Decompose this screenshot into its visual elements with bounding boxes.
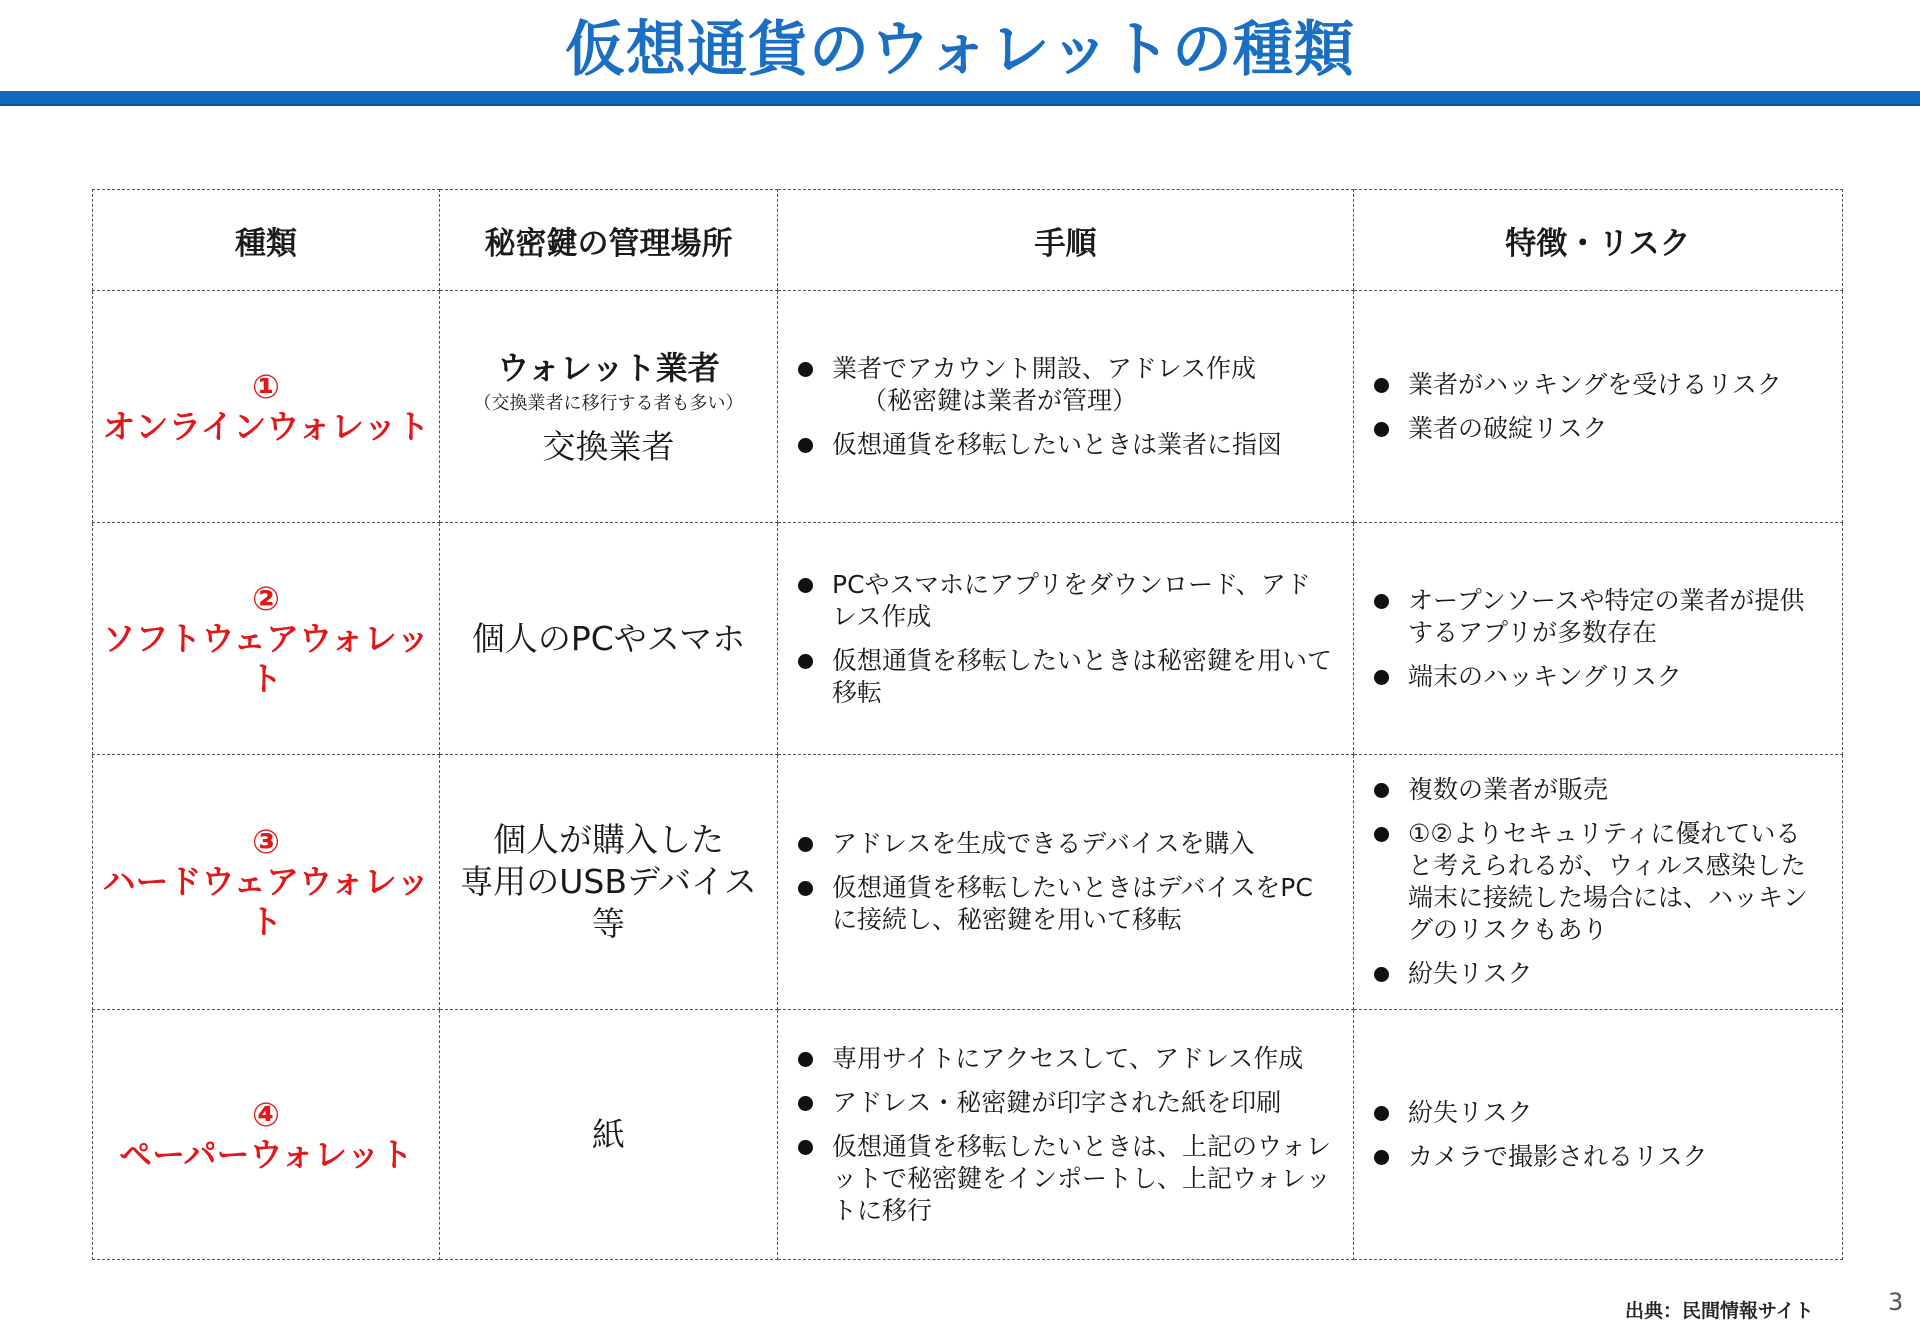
table-row-hardware-wallet <box>93 755 1843 1010</box>
header-kind: 種類 <box>93 190 440 291</box>
list-item: 業者でアカウント開設、アドレス作成 （秘密鍵は業者が管理） <box>798 353 1335 417</box>
source-credit: 出典：民間情報サイト <box>1625 1300 1814 1322</box>
list-item: 仮想通貨を移転したいときは秘密鍵を用いて移転 <box>798 645 1335 709</box>
list-item: 仮想通貨を移転したいときは業者に指図 <box>798 429 1335 461</box>
cell-procedure <box>778 523 1354 755</box>
risk-list <box>1374 369 1824 445</box>
procedure-list <box>798 828 1335 936</box>
table-row-paper-wallet <box>93 1010 1843 1260</box>
row-number: ① <box>252 366 280 406</box>
bullet-icon <box>798 654 813 669</box>
header-procedure: 手順 <box>778 190 1354 291</box>
key-location-text: 交換業者 <box>542 426 675 466</box>
bullet-icon <box>798 362 813 377</box>
key-location-text: 紙 <box>592 1114 625 1154</box>
risk-list <box>1374 585 1824 693</box>
cell-procedure <box>778 291 1354 523</box>
cell-features-risks <box>1354 523 1843 755</box>
list-item: 仮想通貨を移転したいときは、上記のウォレットで秘密鍵をインポートし、上記ウォレットに移行 <box>798 1131 1335 1227</box>
cell-features-risks <box>1354 1010 1843 1260</box>
key-location-strong: ウォレット業者 <box>497 348 720 387</box>
bullet-icon <box>1374 670 1389 685</box>
bullet-icon <box>1374 783 1389 798</box>
bullet-icon <box>1374 1150 1389 1165</box>
bullet-icon <box>1374 422 1389 437</box>
header-features-risks: 特徴・リスク <box>1354 190 1843 291</box>
key-location-line: 等 <box>592 904 625 943</box>
wallet-kind-label: ソフトウェアウォレット <box>102 618 430 698</box>
cell-key-location <box>440 523 778 755</box>
page-number: 3 <box>1888 1288 1904 1316</box>
table-row-online-wallet <box>93 291 1843 523</box>
bullet-icon <box>1374 378 1389 393</box>
procedure-list <box>798 1043 1335 1227</box>
bullet-icon <box>798 881 813 896</box>
table-header-row <box>93 190 1843 291</box>
list-item: カメラで撮影されるリスク <box>1374 1141 1824 1173</box>
key-location-note: （交換業者に移行する者も多い） <box>473 392 744 414</box>
title-divider <box>0 91 1920 106</box>
cell-features-risks <box>1354 755 1843 1010</box>
list-item: ①②よりセキュリティに優れていると考えられるが、ウィルス感染した端末に接続した場合には、ハッキングのリスクもあり <box>1374 818 1824 946</box>
list-item: 端末のハッキングリスク <box>1374 661 1824 693</box>
header-key-location: 秘密鍵の管理場所 <box>440 190 778 291</box>
bullet-icon <box>1374 967 1389 982</box>
list-item: 業者がハッキングを受けるリスク <box>1374 369 1824 401</box>
bullet-icon <box>798 578 813 593</box>
list-item: アドレス・秘密鍵が印字された紙を印刷 <box>798 1087 1335 1119</box>
cell-kind <box>93 523 440 755</box>
list-subline: （秘密鍵は業者が管理） <box>862 385 1138 415</box>
list-item: 紛失リスク <box>1374 1097 1824 1129</box>
cell-procedure <box>778 1010 1354 1260</box>
wallet-kind-label: ハードウェアウォレット <box>102 862 430 941</box>
key-location-text: 個人のPCやスマホ <box>471 618 746 658</box>
bullet-icon <box>798 438 813 453</box>
bullet-icon <box>1374 827 1389 842</box>
list-item: PCやスマホにアプリをダウンロード、アドレス作成 <box>798 569 1335 633</box>
bullet-icon <box>798 837 813 852</box>
cell-kind <box>93 755 440 1010</box>
bullet-icon <box>1374 594 1389 609</box>
risk-list <box>1374 774 1824 990</box>
table-row-software-wallet <box>93 523 1843 755</box>
list-item: アドレスを生成できるデバイスを購入 <box>798 828 1335 860</box>
cell-kind <box>93 1010 440 1260</box>
cell-key-location <box>440 291 778 523</box>
wallet-types-table <box>92 189 1843 1260</box>
cell-procedure <box>778 755 1354 1010</box>
key-location-line: 専用のUSBデバイス <box>460 862 757 901</box>
list-item: 業者の破綻リスク <box>1374 413 1824 445</box>
row-number: ④ <box>252 1094 280 1134</box>
list-item: 専用サイトにアクセスして、アドレス作成 <box>798 1043 1335 1075</box>
risk-list <box>1374 1097 1824 1173</box>
key-location-line: 個人が購入した <box>493 820 724 859</box>
list-item: 複数の業者が販売 <box>1374 774 1824 806</box>
row-number: ③ <box>252 822 280 861</box>
wallet-kind-label: オンラインウォレット <box>102 406 430 446</box>
bullet-icon <box>798 1052 813 1067</box>
cell-kind <box>93 291 440 523</box>
procedure-list <box>798 353 1335 461</box>
cell-key-location <box>440 755 778 1010</box>
cell-features-risks <box>1354 291 1843 523</box>
page-title: 仮想通貨のウォレットの種類 <box>565 15 1355 85</box>
cell-key-location <box>440 1010 778 1260</box>
row-number: ② <box>252 578 280 618</box>
list-item: 仮想通貨を移転したいときはデバイスをPCに接続し、秘密鍵を用いて移転 <box>798 872 1335 936</box>
bullet-icon <box>1374 1106 1389 1121</box>
wallet-kind-label: ペーパーウォレット <box>119 1134 413 1174</box>
list-item: オープンソースや特定の業者が提供するアプリが多数存在 <box>1374 585 1824 649</box>
procedure-list <box>798 569 1335 709</box>
list-item: 紛失リスク <box>1374 958 1824 990</box>
bullet-icon <box>798 1096 813 1111</box>
bullet-icon <box>798 1140 813 1155</box>
